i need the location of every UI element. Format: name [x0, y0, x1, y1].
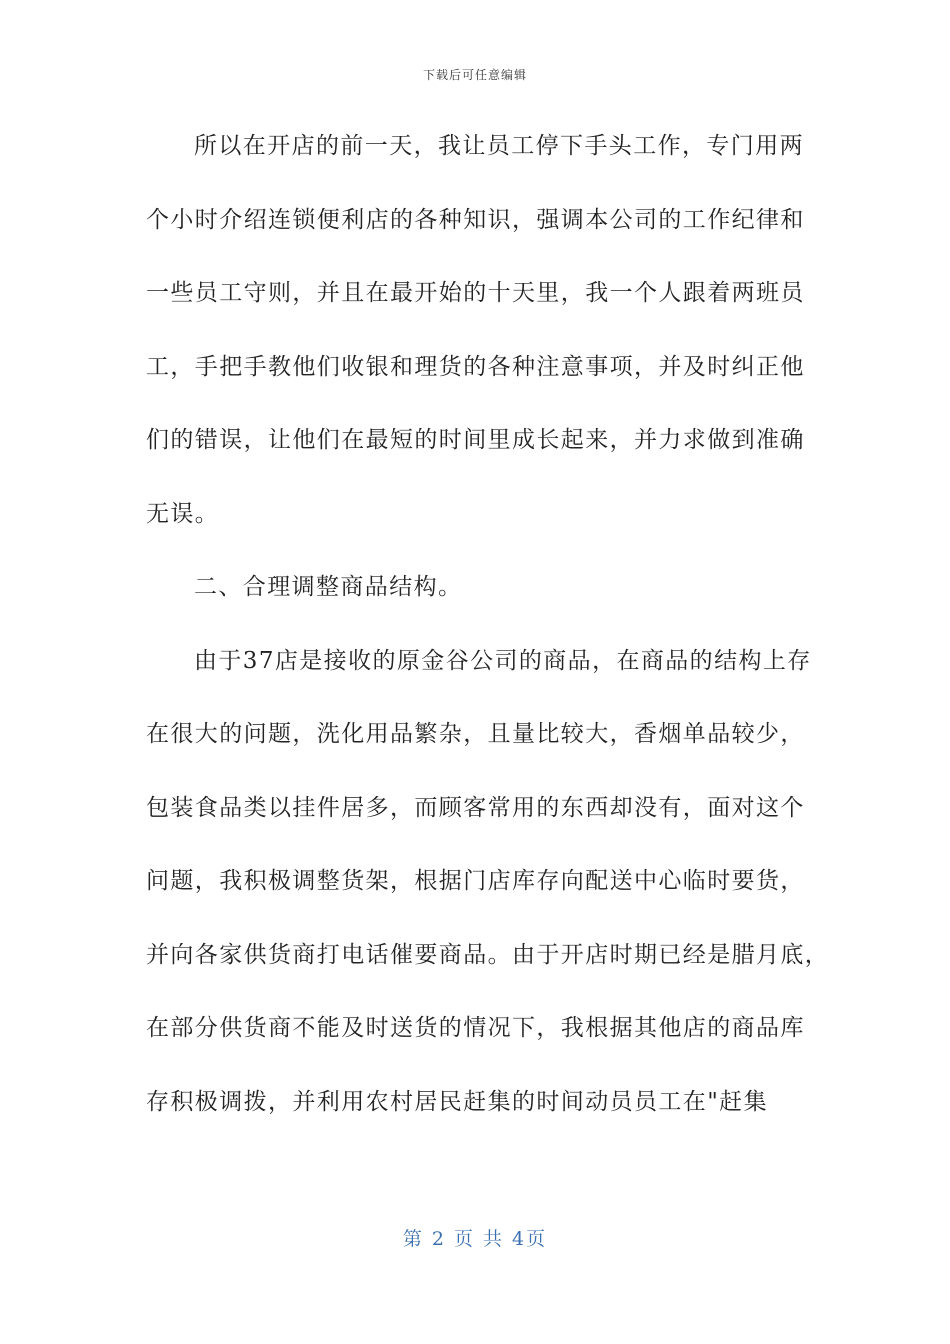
paragraph-line: 由于37店是接收的原金谷公司的商品，在商品的结构上存 [194, 647, 812, 674]
paragraph-line: 一些员工守则，并且在最开始的十天里，我一个人跟着两班员 [146, 280, 805, 306]
paragraph-line: 并向各家供货商打电话催要商品。由于开店时期已经是腊月底， [146, 941, 830, 968]
page-header-note: 下载后可任意编辑 [422, 68, 527, 82]
paragraph-line: 所以在开店的前一天，我让员工停下手头工作，专门用两 [194, 133, 804, 159]
paragraph-line: 在很大的问题，洗化用品繁杂，且量比较大，香烟单品较少， [146, 721, 805, 747]
footer-total-pages: 4页 [512, 1228, 548, 1250]
paragraph-line: 个小时介绍连锁便利店的各种知识，强调本公司的工作纪律和 [146, 206, 805, 233]
paragraph-line: 存积极调拨，并利用农村居民赶集的时间动员员工在"赶集 [146, 1088, 768, 1115]
paragraph-line: 问题，我积极调整货架，根据门店库存向配送中心临时要货， [146, 868, 805, 894]
footer-prefix: 第 [402, 1228, 424, 1250]
page-number-footer [0, 1224, 950, 1251]
section-heading: 二、合理调整商品结构。 [194, 574, 463, 600]
paragraph-line: 包装食品类以挂件居多，而顾客常用的东西却没有，面对这个 [146, 794, 805, 821]
paragraph-line: 无误。 [146, 500, 220, 527]
paragraph-line: 工，手把手教他们收银和理货的各种注意事项，并及时纠正他 [146, 353, 805, 380]
footer-current-page: 2 [431, 1228, 446, 1250]
paragraph-line: 在部分供货商不能及时送货的情况下，我根据其他店的商品库 [146, 1015, 805, 1041]
paragraph-line: 们的错误，让他们在最短的时间里成长起来，并力求做到准确 [146, 427, 805, 453]
document-body [146, 126, 830, 1155]
footer-middle: 页 共 [453, 1228, 505, 1250]
